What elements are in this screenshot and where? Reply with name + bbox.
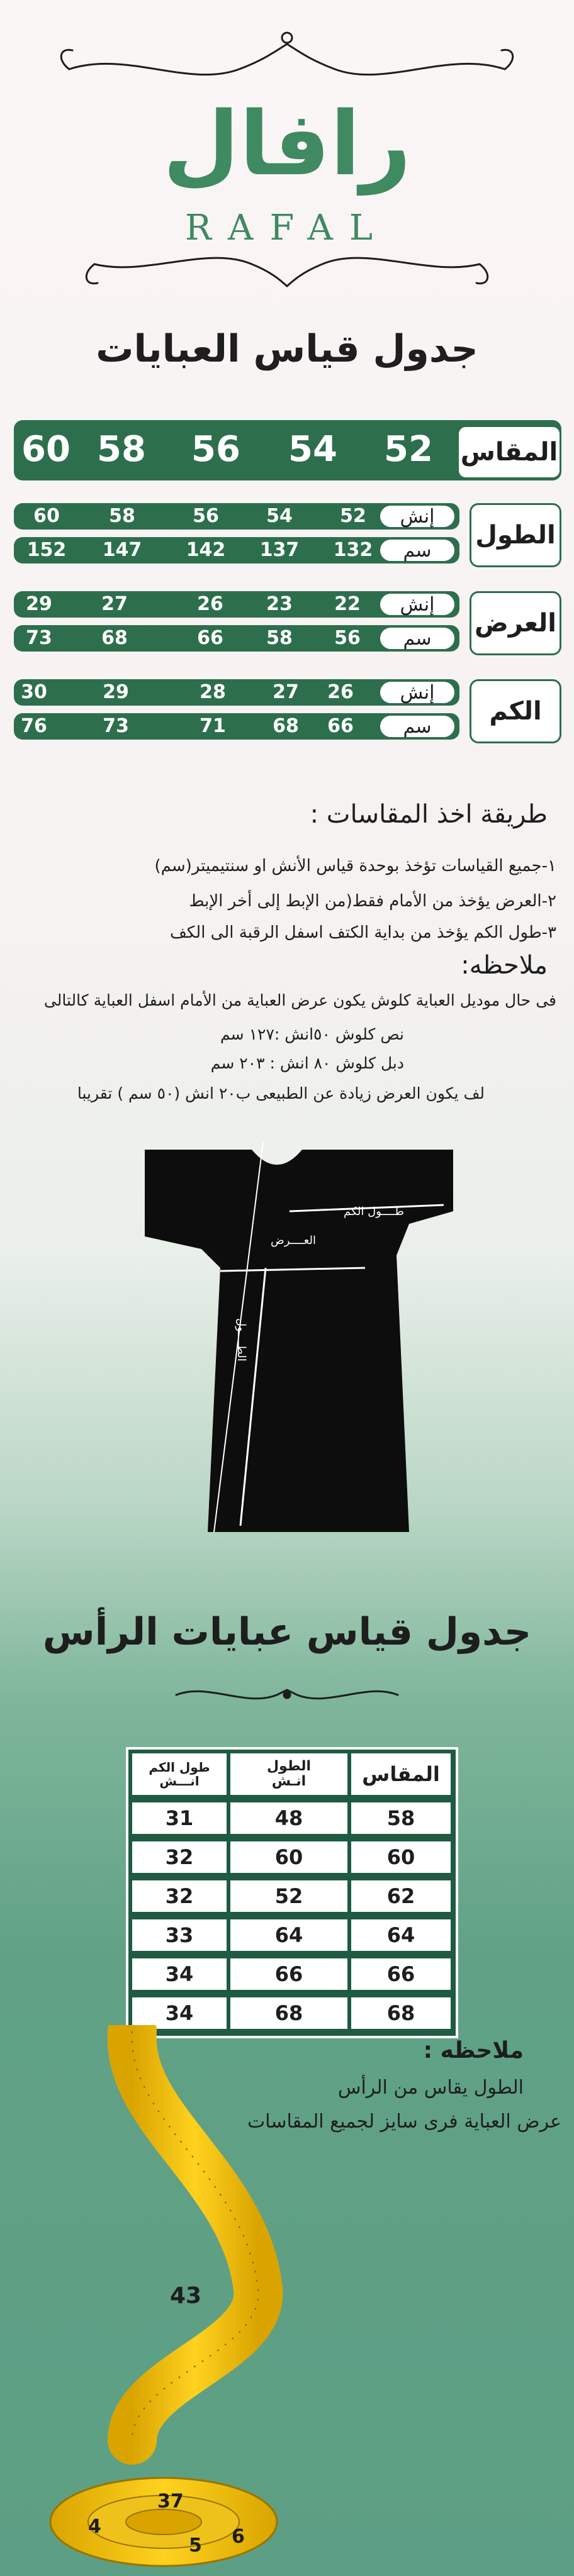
header-length-line2: انـش xyxy=(271,1774,307,1789)
length-cm-value: 152 xyxy=(26,539,67,561)
logo-arabic: رافال xyxy=(162,93,412,196)
tape-mark: 5 xyxy=(189,2534,202,2557)
row-size: 64 xyxy=(350,1918,452,1952)
length-cm-value: 137 xyxy=(259,539,300,561)
note-title: ملاحظه: xyxy=(461,951,548,980)
width-inch-value: 29 xyxy=(26,593,52,615)
sleeve-cm-value: 73 xyxy=(103,715,129,737)
width-cm-value: 56 xyxy=(334,627,361,649)
unit-inch: إنش xyxy=(380,506,454,527)
tape-mark: 43 xyxy=(170,2283,202,2309)
header-length-line1: الطول xyxy=(266,1758,312,1774)
row-length: 68 xyxy=(229,1996,349,2030)
length-inch-value: 60 xyxy=(33,505,60,527)
note-item: فى حال موديل العباية كلوش يكون عرض العباية من الأمام اسفل العباية كالتالى xyxy=(43,991,556,1009)
sizes-label: المقاس xyxy=(457,425,561,479)
row-length: 64 xyxy=(229,1918,349,1952)
width-label: العرض xyxy=(470,591,561,655)
head-note-title: ملاحظه : xyxy=(423,2038,524,2063)
row-sleeve: 33 xyxy=(131,1918,228,1952)
size-value: 56 xyxy=(191,429,240,470)
instruction-item: ٣-طول الكم يؤخذ من بداية الكتف اسفل الرقبة الى الكف xyxy=(170,923,556,942)
length-label: الطول xyxy=(470,503,561,567)
tape-mark: 6 xyxy=(232,2526,245,2548)
length-inch-value: 56 xyxy=(193,505,219,527)
width-cm-value: 73 xyxy=(26,627,52,649)
size-value: 58 xyxy=(97,429,146,470)
size-value: 52 xyxy=(384,429,433,470)
sleeve-cm-value: 66 xyxy=(327,715,354,737)
diagram-sleeve-label: طــــول الكم xyxy=(344,1205,404,1218)
size-value: 60 xyxy=(21,429,70,470)
row-sleeve: 31 xyxy=(131,1801,228,1835)
width-inch-value: 26 xyxy=(197,593,223,615)
title-ornament xyxy=(170,1676,404,1714)
length-inch-value: 54 xyxy=(266,505,293,527)
note-item: نص كلوش ٥٠انش :١٢٧ سم xyxy=(220,1025,404,1043)
header-sleeve-line2: انـــش xyxy=(159,1774,200,1789)
sleeve-cm-value: 76 xyxy=(21,715,47,737)
logo-latin: RAFAL xyxy=(184,208,390,248)
sleeve-inch-value: 27 xyxy=(273,681,299,703)
length-cm-value: 147 xyxy=(102,539,142,561)
sleeve-inch-value: 28 xyxy=(200,681,226,703)
unit-inch: إنش xyxy=(380,594,454,615)
diagram-length-label: الطــــول xyxy=(235,1318,248,1362)
length-inch-value: 52 xyxy=(340,505,366,527)
row-size: 62 xyxy=(350,1879,452,1913)
header-sleeve xyxy=(131,1752,228,1796)
row-sleeve: 34 xyxy=(131,1957,228,1991)
row-size: 60 xyxy=(350,1840,452,1874)
header-size: المقاس xyxy=(350,1752,452,1796)
row-sleeve: 34 xyxy=(131,1996,228,2030)
sleeve-cm-value: 71 xyxy=(200,715,226,737)
row-size: 58 xyxy=(350,1801,452,1835)
unit-cm: سم xyxy=(380,716,454,737)
note-item: دبل كلوش ٨٠ انش : ٢٠٣ سم xyxy=(210,1054,404,1072)
unit-cm: سم xyxy=(380,628,454,649)
row-size: 68 xyxy=(350,1996,452,2030)
length-inch-value: 58 xyxy=(109,505,135,527)
size-value: 54 xyxy=(288,429,337,470)
width-cm-value: 66 xyxy=(197,627,223,649)
row-length: 66 xyxy=(229,1957,349,1991)
row-length: 48 xyxy=(229,1801,349,1835)
row-sleeve: 32 xyxy=(131,1879,228,1913)
width-inch-value: 22 xyxy=(334,593,361,615)
header-sleeve-line1: طول الكم xyxy=(149,1760,210,1775)
unit-inch: إنش xyxy=(380,682,454,703)
size-chart-title: جدول قياس العبايات xyxy=(96,327,478,371)
diagram-width-label: العــــرض xyxy=(271,1234,316,1247)
unit-cm: سم xyxy=(380,540,454,561)
tape-mark: 4 xyxy=(88,2516,101,2538)
row-sleeve: 32 xyxy=(131,1840,228,1874)
length-cm-value: 142 xyxy=(186,539,226,561)
width-inch-value: 27 xyxy=(101,593,128,615)
width-cm-value: 68 xyxy=(101,627,128,649)
width-cm-value: 58 xyxy=(266,627,293,649)
length-cm-value: 132 xyxy=(333,539,373,561)
instruction-item: ٢-العرض يؤخذ من الأمام فقط(من الإبط إلى أخر الإبط xyxy=(189,892,556,911)
head-note-item: عرض العباية فرى سايز لجميع المقاسات xyxy=(247,2111,561,2133)
width-inch-value: 23 xyxy=(266,593,293,615)
abaya-diagram xyxy=(126,1142,466,1542)
instruction-item: ١-جميع القياسات تؤخذ بوحدة قياس الأنش او سنتيميتر(سم) xyxy=(154,857,556,875)
tape-mark: 37 xyxy=(157,2490,184,2512)
head-note-item: الطول يقاس من الرأس xyxy=(337,2077,524,2099)
sleeve-inch-value: 26 xyxy=(327,681,354,703)
note-item: لف يكون العرض زيادة عن الطبيعى ب٢٠ انش (٥٠ سم ) تقريبا xyxy=(77,1084,485,1102)
sleeve-label: الكم xyxy=(470,679,561,743)
head-size-table xyxy=(126,1747,458,2038)
head-chart-title: جدول قياس عبايات الرأس xyxy=(42,1610,532,1654)
row-length: 52 xyxy=(229,1879,349,1913)
sleeve-inch-value: 30 xyxy=(21,681,47,703)
sleeve-cm-value: 68 xyxy=(273,715,299,737)
sleeve-inch-value: 29 xyxy=(103,681,129,703)
instructions-title: طريقة اخذ المقاسات : xyxy=(310,800,548,829)
header-length xyxy=(229,1752,349,1796)
row-length: 60 xyxy=(229,1840,349,1874)
row-size: 66 xyxy=(350,1957,452,1991)
